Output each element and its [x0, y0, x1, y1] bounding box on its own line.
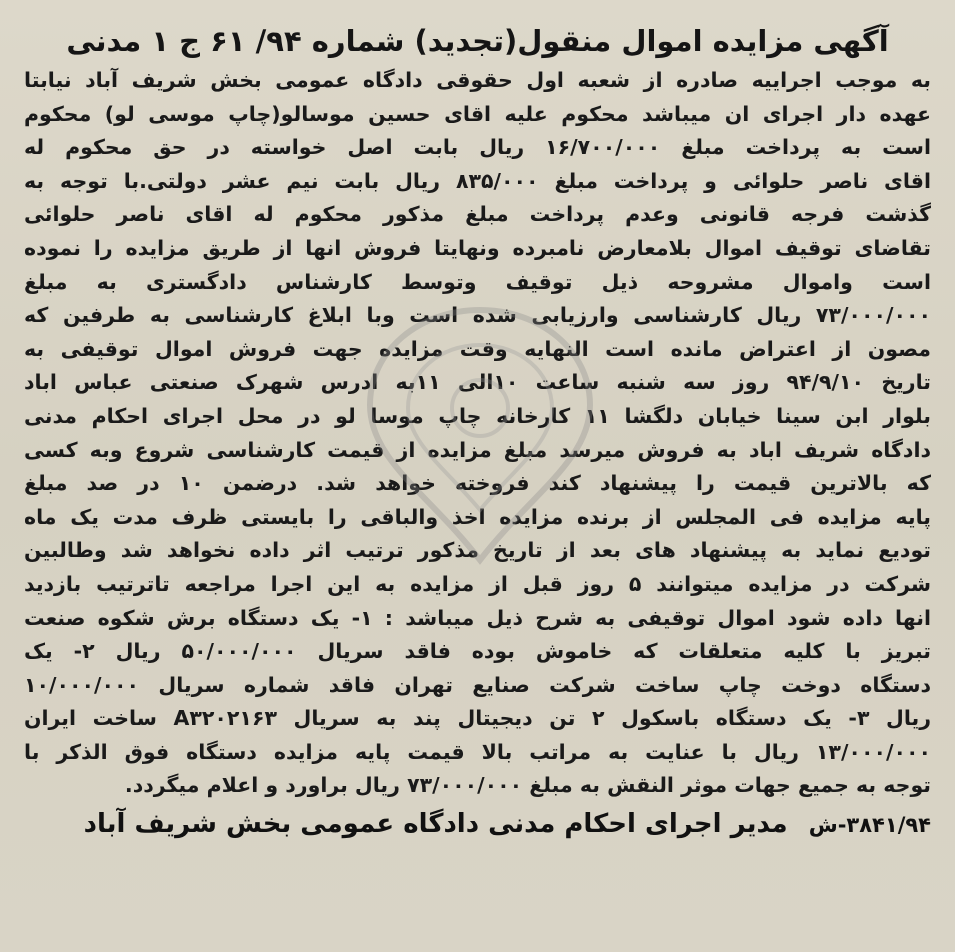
notice-footer [24, 805, 931, 843]
notice-line: دادگاه شریف اباد به فروش میرسد مبلغ مزایده از قیمت کارشناسی شروع وبه کسی [24, 437, 931, 462]
notice-line: انها داده شود اموال توقیفی به شرح ذیل میباشد : ۱- یک دستگاه برش شکوه صنعت [24, 605, 931, 630]
notice-line: تقاضای توقیف اموال بلامعارض نامبرده ونهایتا فروش انها از طریق مزایده را نموده [24, 235, 931, 260]
notice-line: مصون از اعتراض مانده است النهایه وقت مزایده جهت فروش اموال توقیفی به [24, 336, 931, 361]
notice-line: تاریخ ۹۴/۹/۱۰ روز سه شنبه ساعت ۱۰الی ۱۱به ادرس شهرک صنعتی عباس اباد [24, 370, 931, 395]
notice-line: که بالاترین قیمت را پیشنهاد کند فروخته خواهد شد. درضمن ۱۰ در صد مبلغ [24, 471, 931, 496]
notice-line: به موجب اجراییه صادره از شعبه اول حقوقی دادگاه عمومی بخش شریف آباد نیابتا [24, 68, 931, 92]
notice-line: است واموال مشروحه ذیل توقیف وتوسط کارشناس دادگستری به مبلغ [24, 269, 931, 294]
notice-line: دستگاه دوخت چاپ ساخت شرکت صنایع تهران فاقد شماره سریال ۱۰/۰۰۰/۰۰۰ [24, 672, 931, 697]
notice-line: است به پرداخت مبلغ ۱۶/۷۰۰/۰۰۰ ریال بابت اصل خواسته در حق محکوم له [24, 135, 931, 160]
notice-line: شرکت در مزایده میتوانند ۵ روز قبل از مزایده به این اجرا مراجعه تاترتیب بازدید [24, 571, 931, 596]
notice-title: آگهی مزایده اموال منقول(تجدید) شماره ۹۴/ ۶۱ ج ۱ مدنی [66, 24, 889, 58]
notice-line: عهده دار اجرای ان میباشد محکوم علیه اقای حسین موسالو(چاپ موسی لو) محکوم [24, 101, 931, 126]
notice-line: توجه به جمیع جهات موثر النقش به مبلغ ۷۳/۰۰۰/۰۰۰ ریال براورد و اعلام میگردد. [124, 773, 931, 798]
notice-line: تودیع نماید به پیشنهاد های بعد از تاریخ مذکور ترتیب اثر داده نخواهد شد وطالبین [24, 538, 931, 563]
notice-line: بلوار ابن سینا خیابان دلگشا ۱۱ کارخانه چاپ موسا لو در محل اجرای احکام مدنی [24, 403, 931, 428]
notice-line: اقای ناصر حلوائی و پرداخت مبلغ ۸۳۵/۰۰۰ ریال بابت نیم عشر دولتی.با توجه به [24, 168, 931, 193]
notice-reference-code: ۳۸۴۱/۹۴-ش [808, 813, 931, 838]
notice-line: ۷۳/۰۰۰/۰۰۰ ریال کارشناسی وارزیابی شده است وبا ابلاغ کارشناسی به طرفین که [24, 303, 931, 328]
notice-line: پایه مزایده فی المجلس از برنده مزایده اخذ والباقی را بایستی ظرف مدت یک ماه [24, 504, 931, 529]
notice-body [24, 64, 931, 803]
notice-line: گذشت فرجه قانونی وعدم پرداخت مبلغ مذکور محکوم له اقای ناصر حلوائی [24, 202, 931, 227]
notice-signature: مدیر اجرای احکام مدنی دادگاه عمومی بخش شریف آباد [83, 809, 788, 840]
notice-line: تبریز با کلیه متعلقات که خاموش بوده فاقد سریال ۵۰/۰۰۰/۰۰۰ ریال ۲- یک [24, 639, 931, 664]
notice-line: ۱۳/۰۰۰/۰۰۰ ریال با عنایت به مراتب بالا قیمت پایه مزایده دستگاه فوق الذکر با [24, 739, 931, 764]
notice-line: ریال ۳- یک دستگاه باسکول ۲ تن دیجیتال پند به سریال A۳۲۰۲۱۶۳ ساخت ایران [24, 706, 931, 731]
